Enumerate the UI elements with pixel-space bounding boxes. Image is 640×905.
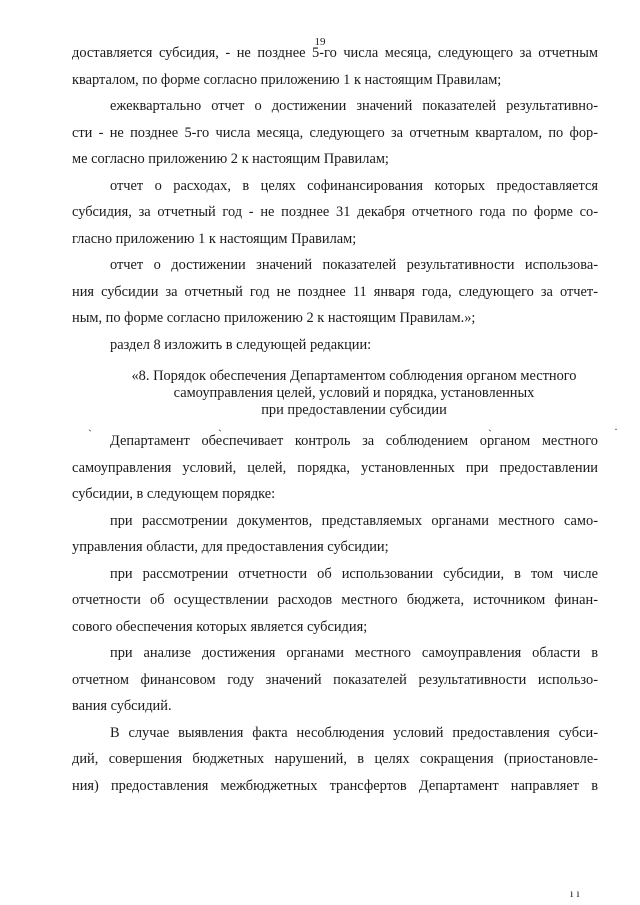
text-line: Департамент обеспечивает контроль за соблюдением органом местного bbox=[110, 433, 598, 449]
scan-mark: · bbox=[614, 422, 618, 436]
text-line: ния субсидии за отчетный год не позднее 11 января года, следующего за отчет- bbox=[72, 283, 598, 300]
text-line: гласно приложению 1 к настоящим Правилам; bbox=[72, 230, 357, 247]
text-line: вания субсидий. bbox=[72, 698, 172, 714]
page-number: 19 bbox=[314, 36, 326, 48]
text-line: ме согласно приложению 2 к настоящим Правилам; bbox=[72, 151, 389, 167]
text-line: дий, совершения бюджетных нарушений, в целях сокращения (приостановле- bbox=[72, 751, 598, 767]
text-line: раздел 8 изложить в следующей редакции: bbox=[110, 336, 372, 353]
text-line: отчетном финансовом году значений показателей результативности использо- bbox=[72, 671, 598, 688]
text-line: отчетности об осуществлении расходов местного бюджета, источником финан- bbox=[72, 592, 598, 608]
text-line: ния) предоставления межбюджетных трансфертов Департамент направляет в bbox=[72, 777, 598, 794]
scan-mark: ˏ bbox=[88, 418, 92, 432]
scan-mark: ˏ bbox=[488, 418, 492, 432]
text-line: В случае выявления факта несоблюдения условий предоставления субси- bbox=[110, 724, 598, 741]
scan-mark: ˏ bbox=[218, 418, 222, 432]
text-line: субсидии, в следующем порядке: bbox=[72, 486, 276, 502]
text-line: отчет о достижении значений показателей результативности использова- bbox=[110, 257, 598, 273]
text-line: при рассмотрении отчетности об использовании субсидии, в том числе bbox=[110, 565, 598, 582]
text-line: при анализе достижения органами местного самоуправления области в bbox=[110, 645, 598, 661]
text-line: ежеквартально отчет о достижении значений показателей результативно- bbox=[110, 98, 598, 114]
body-text-block-2 bbox=[72, 428, 598, 799]
text-line: кварталом, по форме согласно приложению 1 к настоящим Правилам; bbox=[72, 71, 502, 88]
heading-line: самоуправления целей, условий и порядка, установленных bbox=[173, 385, 535, 401]
heading-line: при предоставлении субсидии bbox=[261, 402, 447, 418]
text-line: сти - не позднее 5-го числа месяца, следующего за отчетным кварталом, по фор- bbox=[72, 124, 598, 141]
text-line: доставляется субсидия, - не позднее 5-го числа месяца, следующего за отчетным bbox=[72, 45, 598, 61]
text-line: при рассмотрении документов, представляемых органами местного само- bbox=[110, 512, 598, 529]
text-line: субсидия, за отчетный год - не позднее 31 декабря отчетного года по форме со- bbox=[72, 204, 598, 220]
body-text-block-1 bbox=[72, 40, 598, 358]
text-line: самоуправления условий, целей, порядка, установленных при предоставлении bbox=[72, 459, 598, 476]
text-line: сового обеспечения которых является субсидия; bbox=[72, 618, 368, 635]
text-line: отчет о расходах, в целях софинансирования которых предоставляется bbox=[110, 177, 598, 194]
section-heading bbox=[72, 368, 598, 419]
heading-line: «8. Порядок обеспечения Департаментом соблюдения органом местного bbox=[131, 368, 577, 384]
text-line: управления области, для предоставления субсидии; bbox=[72, 539, 389, 555]
text-line: ным, по форме согласно приложению 2 к настоящим Правилам.»; bbox=[72, 310, 476, 326]
scan-mark: ı ı bbox=[570, 886, 580, 900]
